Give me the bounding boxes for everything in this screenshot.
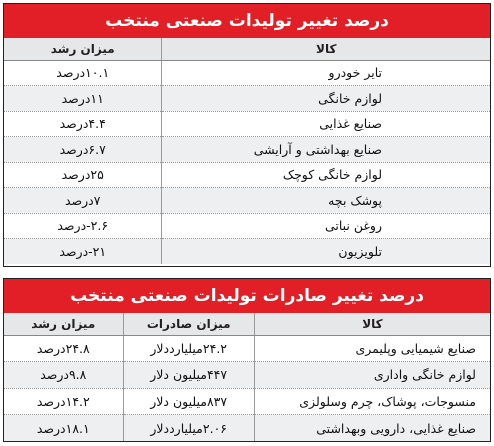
- item-cell: منسوجات، پوشاک، چرم وسلولزی: [254, 388, 490, 415]
- rate-cell: ۱۴.۲درصد: [4, 388, 123, 415]
- rate-cell: ۱۱درصد: [4, 86, 162, 112]
- table-row: [4, 188, 490, 214]
- item-cell: صنایع غذایی: [162, 111, 490, 137]
- rate-cell: ۷درصد: [4, 188, 162, 214]
- export-change-table: [4, 313, 490, 441]
- item-cell: صنایع بهداشتی و آرایشی: [162, 137, 490, 163]
- item-cell: تایر خودرو: [162, 60, 490, 86]
- table-row: [4, 111, 490, 137]
- header-rate: میزان رشد: [4, 38, 162, 60]
- table-row: [4, 162, 490, 188]
- header-item: کالا: [254, 313, 490, 335]
- item-cell: روغن نباتی: [162, 213, 490, 239]
- rate-cell: ۹.۸درصد: [4, 362, 123, 389]
- exports-cell: ۲.۰۶میلیارددلار: [123, 415, 254, 442]
- item-cell: پوشک بچه: [162, 188, 490, 214]
- item-cell: لوازم خانگی واداری: [254, 362, 490, 389]
- export-table-header-row: [4, 313, 490, 335]
- table-row: [4, 239, 490, 265]
- header-rate: میزان رشد: [4, 313, 123, 335]
- item-cell: لوازم خانگی: [162, 86, 490, 112]
- rate-cell: ۲۱-درصد: [4, 239, 162, 265]
- table-row: [4, 362, 490, 389]
- export-change-table-block: [3, 278, 491, 442]
- item-cell: تلویزیون: [162, 239, 490, 265]
- item-cell: لوازم خانگی کوچک: [162, 162, 490, 188]
- table-row: [4, 388, 490, 415]
- production-change-table-block: [3, 3, 491, 267]
- table-row: [4, 86, 490, 112]
- table-row: [4, 335, 490, 362]
- table-row: [4, 415, 490, 442]
- production-change-table: [4, 38, 490, 264]
- exports-cell: ۲۴.۲میلیارددلار: [123, 335, 254, 362]
- header-exports: میزان صادرات: [123, 313, 254, 335]
- rate-cell: ۲۴.۸درصد: [4, 335, 123, 362]
- table-row: [4, 60, 490, 86]
- table-row: [4, 137, 490, 163]
- rate-cell: ۲.۶-درصد: [4, 213, 162, 239]
- rate-cell: ۱۰.۱درصد: [4, 60, 162, 86]
- exports-cell: ۸۳۷میلیون دلار: [123, 388, 254, 415]
- item-cell: صنایع شیمیایی وپلیمری: [254, 335, 490, 362]
- rate-cell: ۴.۴درصد: [4, 111, 162, 137]
- table-row: [4, 213, 490, 239]
- rate-cell: ۱۸.۱درصد: [4, 415, 123, 442]
- header-item: کالا: [162, 38, 490, 60]
- exports-cell: ۴۴۷میلیون دلار: [123, 362, 254, 389]
- production-table-header-row: [4, 38, 490, 60]
- rate-cell: ۶.۷درصد: [4, 137, 162, 163]
- production-table-title: درصد تغییر تولیدات صنعتی منتخب: [4, 4, 490, 38]
- item-cell: صنایع غذایی، دارویی وبهداشتی: [254, 415, 490, 442]
- rate-cell: ۲۵درصد: [4, 162, 162, 188]
- export-table-title: درصد تغییر صادرات تولیدات صنعتی منتخب: [4, 279, 490, 313]
